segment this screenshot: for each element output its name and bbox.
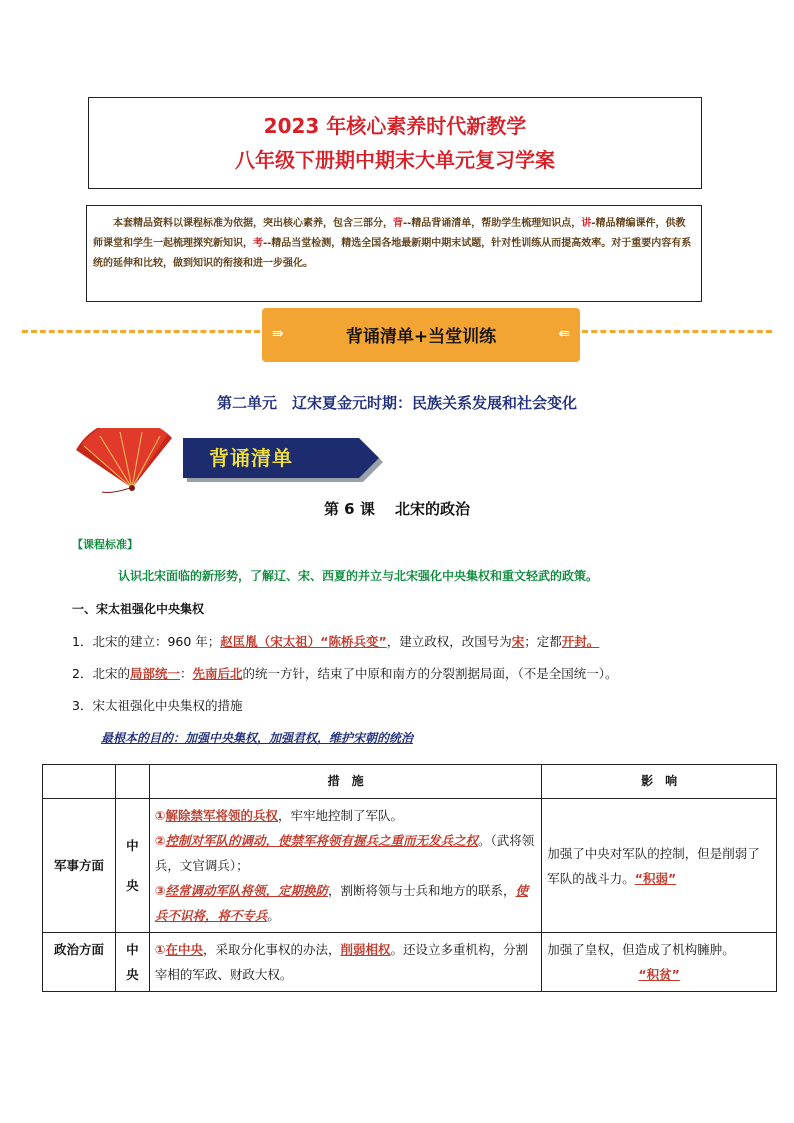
folding-fan-icon bbox=[72, 428, 178, 494]
ribbon-label: 背诵清单 bbox=[209, 446, 293, 470]
table-header-cell: 措 施 bbox=[149, 765, 541, 799]
measures-cell: ①在中央，采取分化事权的办法，削弱相权。还设立多重机构，分割宰相的军政、财政大权。 bbox=[149, 933, 541, 992]
unit-title: 第二单元 辽宋夏金元时期：民族关系发展和社会变化 bbox=[216, 394, 577, 412]
course-standard-text: 认识北宋面临的新形势，了解辽、宋、西夏的并立与北宋强化中央集权和重文轻武的政策。 bbox=[118, 569, 599, 583]
category-cell: 政治方面 bbox=[43, 933, 116, 992]
arrow-left-icon: ⇚ bbox=[558, 326, 570, 342]
section-heading: 一、宋太祖强化中央集权 bbox=[72, 602, 205, 616]
point-3: 3．宋太祖强化中央集权的措施 bbox=[72, 698, 243, 713]
category-cell: 军事方面 bbox=[43, 799, 116, 933]
point-1: 1．北宋的建立：960 年；赵匡胤（宋太祖）“陈桥兵变”，建立政权，改国号为宋；定都开封。 bbox=[72, 634, 600, 649]
measures-cell: ①解除禁军将领的兵权，牢牢地控制了军队。 ②控制对军队的调动，使禁军将领有握兵之重而无发兵之权。（武将领兵，文官调兵）； ③经常调动军队将领，定期换防，割断将领与士兵和地方的联系，使兵不识将，将不专兵。 bbox=[149, 799, 541, 933]
dashed-divider-left bbox=[22, 330, 260, 333]
recitation-ribbon bbox=[183, 436, 383, 488]
impact-cell: 加强了中央对军队的控制，但是削弱了军队的战斗力。“积弱” bbox=[542, 799, 777, 933]
point-2: 2．北宋的局部统一：先南后北的统一方针，结束了中原和南方的分裂割据局面，（不是全国统一）。 bbox=[72, 666, 618, 681]
table-header-row bbox=[43, 765, 777, 799]
title-line-1: 2023 年核心素养时代新教学 bbox=[263, 114, 527, 138]
dashed-divider-right bbox=[582, 330, 772, 333]
level-cell: 中央 bbox=[115, 799, 149, 933]
table-header-cell bbox=[115, 765, 149, 799]
section-banner bbox=[262, 308, 580, 362]
table-header-cell bbox=[43, 765, 116, 799]
purpose-text: 最根本的目的：加强中央集权，加强君权，维护宋朝的统治 bbox=[101, 731, 414, 745]
arrow-right-icon: ⇛ bbox=[272, 326, 284, 342]
table-row bbox=[43, 799, 777, 933]
table-header-cell: 影 响 bbox=[542, 765, 777, 799]
lesson-title: 第 6 课 北宋的政治 bbox=[323, 500, 471, 518]
title-line-2: 八年级下册期中期末大单元复习学案 bbox=[235, 148, 555, 172]
level-cell: 中央 bbox=[115, 933, 149, 992]
table-row bbox=[43, 933, 777, 992]
title-box bbox=[88, 97, 702, 189]
banner-label: 背诵清单+当堂训练 bbox=[345, 327, 497, 347]
intro-paragraph: 本套精品资料以课程标准为依据，突出核心素养，包含三部分，背--精品背诵清单，帮助学生梳理知识点，讲-精品精编课件，供教师课堂和学生一起梳理探究新知识，考--精品当堂检测，精选全国各地最新期中期末试题，针对性训练从而提高效率。对于重要内容有系统的延伸和比较，做到知识的衔接和进一步强化。 bbox=[93, 218, 692, 269]
measures-table bbox=[42, 764, 777, 992]
impact-cell: 加强了皇权，但造成了机构臃肿。 “积贫” bbox=[542, 933, 777, 992]
course-standard-label: 【课程标准】 bbox=[72, 538, 138, 551]
intro-box bbox=[86, 205, 702, 302]
